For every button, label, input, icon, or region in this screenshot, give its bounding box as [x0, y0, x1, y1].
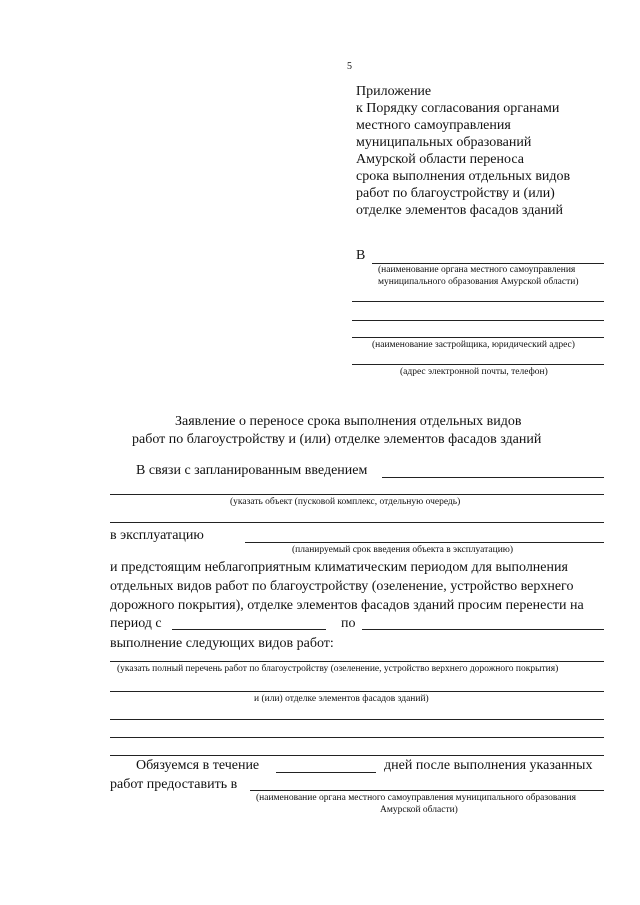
body-paragraph: дорожного покрытия), отделке элементов фасадов зданий просим перенести на [110, 598, 584, 613]
appendix-line: к Порядку согласования органами [356, 101, 560, 116]
body-paragraph: отдельных видов работ по благоустройству (озеленение, устройство верхнего [110, 579, 574, 594]
recipient-line[interactable] [250, 790, 604, 791]
body-paragraph: и предстоящим неблагоприятным климатическим периодом для выполнения [110, 560, 568, 575]
caption-contacts: (адрес электронной почты, телефон) [400, 367, 548, 377]
caption-works: (указать полный перечень работ по благоустройству (озеленение, устройство верхнего дорожного покрытия) [117, 664, 559, 674]
works-line[interactable] [110, 691, 604, 692]
obligation-text: работ предоставить в [110, 777, 238, 792]
appendix-line: срока выполнения отдельных видов [356, 169, 571, 184]
works-line[interactable] [110, 755, 604, 756]
commissioning-text: в эксплуатацию [110, 528, 204, 543]
appendix-line: муниципальных образований [356, 135, 532, 150]
appendix-line: отделке элементов фасадов зданий [356, 203, 564, 218]
works-line[interactable] [110, 661, 604, 662]
period-to-field[interactable] [362, 629, 604, 630]
appendix-line: работ по благоустройству и (или) [356, 186, 555, 201]
developer-line[interactable] [352, 320, 604, 321]
caption-body-2: муниципального образования Амурской области) [378, 277, 579, 287]
object-line[interactable] [110, 522, 604, 523]
obligation-text: Обязуемся в течение [136, 758, 260, 773]
developer-line[interactable] [352, 301, 604, 302]
caption-object: (указать объект (пусковой комплекс, отдельную очередь) [230, 497, 461, 507]
developer-line[interactable] [352, 337, 604, 338]
works-line[interactable] [110, 737, 604, 738]
caption-body-1: (наименование органа местного самоуправления [378, 265, 576, 275]
works-line[interactable] [110, 719, 604, 720]
form-title: Заявление о переносе срока выполнения отдельных видов [175, 414, 522, 429]
caption-recipient: Амурской области) [380, 805, 458, 815]
obligation-days-text: дней после выполнения указанных [384, 758, 593, 773]
period-from-label: период с [110, 616, 162, 631]
appendix-line: Амурской области переноса [356, 152, 524, 167]
caption-recipient: (наименование органа местного самоуправления муниципального образования [256, 793, 576, 803]
works-list-label: выполнение следующих видов работ: [110, 636, 334, 651]
form-title: работ по благоустройству и (или) отделке элементов фасадов зданий [132, 432, 542, 447]
page-number: 5 [347, 61, 352, 72]
object-line[interactable] [110, 494, 604, 495]
contacts-line[interactable] [352, 364, 604, 365]
intro-text: В связи с запланированным введением [136, 463, 368, 478]
period-to-label: по [341, 616, 356, 631]
days-field[interactable] [276, 772, 376, 773]
object-line[interactable] [382, 477, 604, 478]
period-from-field[interactable] [172, 629, 326, 630]
addressee-body-line[interactable] [372, 263, 604, 264]
addressee-prefix: В [356, 248, 366, 263]
appendix-line: местного самоуправления [356, 118, 511, 133]
appendix-line: Приложение [356, 84, 432, 99]
caption-developer: (наименование застройщика, юридический адрес) [372, 340, 575, 350]
caption-works: и (или) отделке элементов фасадов зданий) [254, 694, 429, 704]
commissioning-line[interactable] [245, 542, 604, 543]
caption-commissioning: (планируемый срок введения объекта в эксплуатацию) [292, 545, 514, 555]
